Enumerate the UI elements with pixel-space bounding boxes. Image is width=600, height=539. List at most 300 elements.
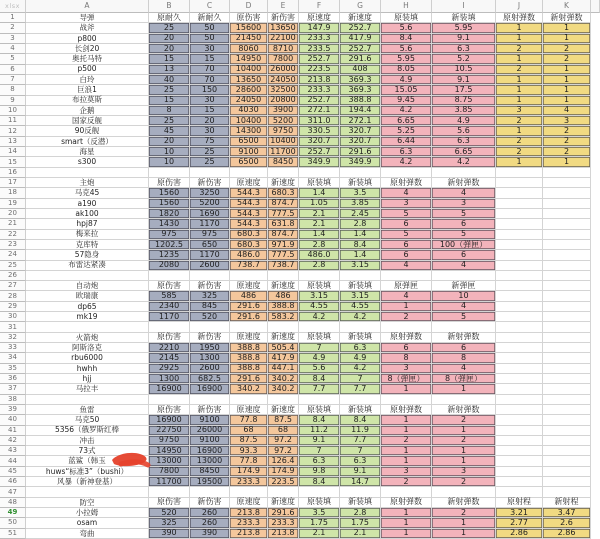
value-cell[interactable]: 7: [299, 446, 340, 456]
value-cell[interactable]: 19500: [190, 477, 230, 487]
value-cell[interactable]: 2: [543, 137, 591, 147]
value-cell[interactable]: 1: [543, 157, 591, 167]
value-cell[interactable]: 9750: [149, 436, 190, 446]
value-cell[interactable]: 174.9: [268, 467, 299, 477]
empty-cell[interactable]: [543, 343, 591, 353]
value-cell[interactable]: 15: [149, 96, 190, 106]
value-cell[interactable]: 6.3: [340, 456, 381, 466]
value-cell[interactable]: 213.8: [268, 529, 299, 539]
empty-cell[interactable]: [543, 364, 591, 374]
value-cell[interactable]: 388.8: [340, 96, 381, 106]
row-number[interactable]: 4: [0, 44, 26, 54]
value-cell[interactable]: 15: [190, 54, 230, 64]
value-cell[interactable]: 3: [496, 106, 543, 116]
section-title-cell[interactable]: 鱼雷: [26, 405, 149, 415]
empty-cell[interactable]: [299, 271, 340, 281]
value-cell[interactable]: 223.5: [268, 477, 299, 487]
value-cell[interactable]: 7.7: [340, 436, 381, 446]
value-cell[interactable]: 233.3: [268, 518, 299, 528]
empty-cell[interactable]: [543, 312, 591, 322]
value-cell[interactable]: 408: [340, 65, 381, 75]
value-cell[interactable]: 1: [432, 529, 496, 539]
value-cell[interactable]: 1: [381, 426, 432, 436]
row-number[interactable]: 12: [0, 126, 26, 136]
value-cell[interactable]: 585: [149, 291, 190, 301]
value-cell[interactable]: 1: [496, 85, 543, 95]
value-cell[interactable]: 2.86: [543, 529, 591, 539]
item-name-cell[interactable]: huws“标准3”（bushi）: [26, 467, 149, 477]
value-cell[interactable]: 4.2: [381, 106, 432, 116]
value-cell[interactable]: 1300: [190, 353, 230, 363]
value-cell[interactable]: 3.85: [432, 106, 496, 116]
empty-cell[interactable]: [496, 477, 543, 487]
value-cell[interactable]: 8: [381, 353, 432, 363]
empty-cell[interactable]: [432, 168, 496, 178]
empty-cell[interactable]: [496, 343, 543, 353]
empty-cell[interactable]: [496, 261, 543, 271]
empty-cell[interactable]: [26, 395, 149, 405]
value-cell[interactable]: 2.8: [299, 240, 340, 250]
value-cell[interactable]: 8（弹匣）: [381, 374, 432, 384]
empty-cell[interactable]: [543, 209, 591, 219]
column-header-cell[interactable]: 新伤害: [190, 281, 230, 291]
empty-cell[interactable]: [543, 178, 591, 188]
value-cell[interactable]: 1560: [149, 188, 190, 198]
value-cell[interactable]: 320.7: [340, 137, 381, 147]
empty-cell[interactable]: [496, 322, 543, 332]
item-name-cell[interactable]: 马拉丰: [26, 384, 149, 394]
empty-cell[interactable]: [496, 250, 543, 260]
row-number[interactable]: 47: [0, 487, 26, 497]
column-letter[interactable]: A: [26, 0, 149, 13]
value-cell[interactable]: 213.8: [299, 75, 340, 85]
item-name-cell[interactable]: 巨浪1: [26, 85, 149, 95]
value-cell[interactable]: 486.0: [230, 250, 268, 260]
value-cell[interactable]: 14950: [230, 54, 268, 64]
value-cell[interactable]: 25: [149, 85, 190, 95]
empty-cell[interactable]: [543, 436, 591, 446]
item-name-cell[interactable]: 欧瑞康: [26, 291, 149, 301]
value-cell[interactable]: 1170: [190, 219, 230, 229]
section-title-cell[interactable]: 主炮: [26, 178, 149, 188]
item-name-cell[interactable]: 小拉姆: [26, 508, 149, 518]
value-cell[interactable]: 1: [381, 446, 432, 456]
value-cell[interactable]: 8.4: [340, 240, 381, 250]
value-cell[interactable]: 5.6: [432, 126, 496, 136]
value-cell[interactable]: 68: [230, 426, 268, 436]
value-cell[interactable]: 1: [432, 426, 496, 436]
empty-cell[interactable]: [496, 281, 543, 291]
value-cell[interactable]: 738.7: [268, 261, 299, 271]
column-letter[interactable]: H: [381, 0, 432, 13]
value-cell[interactable]: 147.9: [299, 23, 340, 33]
value-cell[interactable]: 6: [381, 240, 432, 250]
empty-cell[interactable]: [230, 395, 268, 405]
value-cell[interactable]: 1: [543, 96, 591, 106]
value-cell[interactable]: 1560: [149, 199, 190, 209]
value-cell[interactable]: 4.9: [340, 353, 381, 363]
column-header-cell[interactable]: 原射弹数: [381, 178, 432, 188]
value-cell[interactable]: 77.8: [230, 415, 268, 425]
value-cell[interactable]: 233.3: [230, 518, 268, 528]
value-cell[interactable]: 544.3: [230, 209, 268, 219]
row-number[interactable]: 40: [0, 415, 26, 425]
value-cell[interactable]: 340.2: [230, 384, 268, 394]
row-number[interactable]: 21: [0, 219, 26, 229]
value-cell[interactable]: 2.77: [496, 518, 543, 528]
value-cell[interactable]: 252.7: [340, 44, 381, 54]
value-cell[interactable]: 6.3: [432, 44, 496, 54]
value-cell[interactable]: 4: [381, 188, 432, 198]
value-cell[interactable]: 213.8: [230, 529, 268, 539]
empty-cell[interactable]: [381, 168, 432, 178]
value-cell[interactable]: 680.3: [230, 230, 268, 240]
value-cell[interactable]: 20800: [268, 96, 299, 106]
value-cell[interactable]: 325: [149, 518, 190, 528]
empty-cell[interactable]: [26, 487, 149, 497]
column-letter[interactable]: F: [299, 0, 340, 13]
empty-cell[interactable]: [26, 322, 149, 332]
value-cell[interactable]: 1: [432, 518, 496, 528]
value-cell[interactable]: 7: [340, 374, 381, 384]
column-header-cell[interactable]: 原速度: [230, 498, 268, 508]
value-cell[interactable]: 2: [496, 147, 543, 157]
empty-cell[interactable]: [26, 271, 149, 281]
value-cell[interactable]: 320.7: [299, 137, 340, 147]
value-cell[interactable]: 3250: [190, 188, 230, 198]
value-cell[interactable]: 4: [381, 261, 432, 271]
column-header-cell[interactable]: 原射弹数: [496, 13, 543, 23]
row-number[interactable]: 30: [0, 312, 26, 322]
value-cell[interactable]: 30: [190, 44, 230, 54]
empty-cell[interactable]: [299, 395, 340, 405]
empty-cell[interactable]: [543, 281, 591, 291]
value-cell[interactable]: 16900: [149, 415, 190, 425]
value-cell[interactable]: 25: [149, 116, 190, 126]
row-number[interactable]: 14: [0, 147, 26, 157]
value-cell[interactable]: 50: [190, 34, 230, 44]
value-cell[interactable]: 8.75: [432, 96, 496, 106]
value-cell[interactable]: 1: [496, 75, 543, 85]
item-name-cell[interactable]: 马克50: [26, 415, 149, 425]
column-header-cell[interactable]: 新射弹数: [432, 498, 496, 508]
section-title-cell[interactable]: 导弹: [26, 13, 149, 23]
column-header-cell[interactable]: 新伤害: [190, 498, 230, 508]
value-cell[interactable]: 233.3: [299, 85, 340, 95]
empty-cell[interactable]: [149, 271, 190, 281]
value-cell[interactable]: 126.4: [268, 456, 299, 466]
value-cell[interactable]: 2340: [149, 302, 190, 312]
value-cell[interactable]: 6.3: [299, 456, 340, 466]
empty-cell[interactable]: [268, 168, 299, 178]
empty-cell[interactable]: [26, 168, 149, 178]
column-header-cell[interactable]: 新射弹数: [432, 178, 496, 188]
value-cell[interactable]: 252.7: [340, 23, 381, 33]
value-cell[interactable]: 8.05: [381, 65, 432, 75]
value-cell[interactable]: 1170: [190, 250, 230, 260]
value-cell[interactable]: 4: [432, 302, 496, 312]
value-cell[interactable]: 4: [432, 364, 496, 374]
empty-cell[interactable]: [496, 353, 543, 363]
value-cell[interactable]: 272.1: [340, 116, 381, 126]
value-cell[interactable]: 1: [496, 126, 543, 136]
value-cell[interactable]: 10400: [268, 137, 299, 147]
value-cell[interactable]: 4.2: [340, 364, 381, 374]
value-cell[interactable]: 1170: [149, 312, 190, 322]
value-cell[interactable]: 447.1: [268, 364, 299, 374]
value-cell[interactable]: 330.5: [299, 126, 340, 136]
value-cell[interactable]: 13000: [190, 456, 230, 466]
value-cell[interactable]: 30: [190, 126, 230, 136]
column-header-cell[interactable]: 原装填: [299, 498, 340, 508]
row-number[interactable]: 34: [0, 353, 26, 363]
value-cell[interactable]: 6: [381, 219, 432, 229]
item-name-cell[interactable]: 海星: [26, 147, 149, 157]
empty-cell[interactable]: [543, 415, 591, 425]
column-header-cell[interactable]: 原伤害: [149, 405, 190, 415]
value-cell[interactable]: 291.6: [230, 302, 268, 312]
empty-cell[interactable]: [496, 230, 543, 240]
empty-cell[interactable]: [432, 395, 496, 405]
value-cell[interactable]: 6.44: [381, 137, 432, 147]
value-cell[interactable]: 1: [381, 529, 432, 539]
empty-cell[interactable]: [190, 271, 230, 281]
value-cell[interactable]: 174.9: [230, 467, 268, 477]
empty-cell[interactable]: [496, 467, 543, 477]
empty-cell[interactable]: [496, 415, 543, 425]
value-cell[interactable]: 5: [381, 230, 432, 240]
value-cell[interactable]: 5.6: [299, 364, 340, 374]
value-cell[interactable]: 8: [432, 353, 496, 363]
value-cell[interactable]: 252.7: [299, 96, 340, 106]
item-name-cell[interactable]: 布拉莫斯: [26, 96, 149, 106]
item-name-cell[interactable]: 企鹅: [26, 106, 149, 116]
item-name-cell[interactable]: 战斧: [26, 23, 149, 33]
value-cell[interactable]: 631.8: [268, 219, 299, 229]
column-header-cell[interactable]: 原速度: [230, 178, 268, 188]
empty-cell[interactable]: [432, 271, 496, 281]
value-cell[interactable]: 3: [432, 199, 496, 209]
column-letter[interactable]: E: [268, 0, 299, 13]
value-cell[interactable]: 971.9: [268, 240, 299, 250]
empty-cell[interactable]: [190, 395, 230, 405]
row-number[interactable]: 19: [0, 199, 26, 209]
value-cell[interactable]: 15: [190, 106, 230, 116]
empty-cell[interactable]: [543, 250, 591, 260]
value-cell[interactable]: 8.4: [299, 374, 340, 384]
value-cell[interactable]: 1202.5: [149, 240, 190, 250]
value-cell[interactable]: 1.75: [299, 518, 340, 528]
value-cell[interactable]: 777.5: [268, 250, 299, 260]
column-header-cell[interactable]: 新射程: [543, 498, 591, 508]
item-name-cell[interactable]: smart（反潜）: [26, 137, 149, 147]
row-number[interactable]: 33: [0, 343, 26, 353]
row-number[interactable]: 45: [0, 467, 26, 477]
empty-cell[interactable]: [543, 395, 591, 405]
value-cell[interactable]: 7800: [149, 467, 190, 477]
item-name-cell[interactable]: 57隐身: [26, 250, 149, 260]
value-cell[interactable]: 1.75: [340, 518, 381, 528]
value-cell[interactable]: 1.4: [340, 230, 381, 240]
value-cell[interactable]: 77.8: [230, 456, 268, 466]
empty-cell[interactable]: [496, 168, 543, 178]
value-cell[interactable]: 6: [432, 343, 496, 353]
value-cell[interactable]: 1235: [149, 250, 190, 260]
empty-cell[interactable]: [496, 271, 543, 281]
value-cell[interactable]: 417.9: [268, 353, 299, 363]
value-cell[interactable]: 11.9: [340, 426, 381, 436]
empty-cell[interactable]: [543, 291, 591, 301]
value-cell[interactable]: 2.86: [496, 529, 543, 539]
value-cell[interactable]: 320.7: [340, 126, 381, 136]
value-cell[interactable]: 6.65: [381, 116, 432, 126]
row-number[interactable]: 44: [0, 456, 26, 466]
value-cell[interactable]: 233.3: [299, 34, 340, 44]
value-cell[interactable]: 2210: [149, 343, 190, 353]
value-cell[interactable]: 5.6: [381, 44, 432, 54]
value-cell[interactable]: 291.6: [340, 147, 381, 157]
empty-cell[interactable]: [496, 199, 543, 209]
value-cell[interactable]: 11700: [149, 477, 190, 487]
value-cell[interactable]: 388.8: [230, 364, 268, 374]
row-number[interactable]: 26: [0, 271, 26, 281]
row-number[interactable]: 43: [0, 446, 26, 456]
column-header-cell[interactable]: 新伤害: [190, 333, 230, 343]
row-number[interactable]: 28: [0, 291, 26, 301]
value-cell[interactable]: 4.55: [340, 302, 381, 312]
value-cell[interactable]: 2: [381, 436, 432, 446]
value-cell[interactable]: 6: [432, 219, 496, 229]
value-cell[interactable]: 6.65: [432, 147, 496, 157]
value-cell[interactable]: 3: [381, 364, 432, 374]
value-cell[interactable]: 15600: [230, 23, 268, 33]
value-cell[interactable]: 75: [190, 137, 230, 147]
value-cell[interactable]: 1: [381, 508, 432, 518]
empty-cell[interactable]: [543, 353, 591, 363]
value-cell[interactable]: 7: [340, 446, 381, 456]
column-header-cell[interactable]: 原射弹数: [381, 333, 432, 343]
value-cell[interactable]: 25: [149, 23, 190, 33]
row-number[interactable]: 36: [0, 374, 26, 384]
empty-cell[interactable]: [543, 477, 591, 487]
value-cell[interactable]: 213.8: [230, 508, 268, 518]
empty-cell[interactable]: [149, 168, 190, 178]
value-cell[interactable]: 3: [381, 199, 432, 209]
value-cell[interactable]: 486.0: [299, 250, 340, 260]
value-cell[interactable]: 1: [496, 23, 543, 33]
value-cell[interactable]: 2.1: [340, 529, 381, 539]
value-cell[interactable]: 272.1: [299, 106, 340, 116]
value-cell[interactable]: 2: [496, 116, 543, 126]
value-cell[interactable]: 544.3: [230, 219, 268, 229]
item-name-cell[interactable]: osam: [26, 518, 149, 528]
value-cell[interactable]: 1: [543, 65, 591, 75]
value-cell[interactable]: 2925: [149, 364, 190, 374]
value-cell[interactable]: 388.8: [230, 353, 268, 363]
column-header-cell[interactable]: 原伤害: [149, 281, 190, 291]
value-cell[interactable]: 680.3: [268, 188, 299, 198]
item-name-cell[interactable]: 蓝鲨（韩玉: [26, 456, 149, 466]
value-cell[interactable]: 6500: [230, 137, 268, 147]
value-cell[interactable]: 5.95: [381, 54, 432, 64]
value-cell[interactable]: 87.5: [268, 415, 299, 425]
value-cell[interactable]: 2: [381, 312, 432, 322]
value-cell[interactable]: 24050: [230, 96, 268, 106]
item-name-cell[interactable]: 布雷达紧凑: [26, 261, 149, 271]
column-header-cell[interactable]: 原伤害: [149, 333, 190, 343]
row-number[interactable]: 6: [0, 65, 26, 75]
row-number[interactable]: 42: [0, 436, 26, 446]
column-letter[interactable]: D: [230, 0, 268, 13]
column-header-cell[interactable]: 原速度: [230, 333, 268, 343]
value-cell[interactable]: 2.45: [340, 209, 381, 219]
value-cell[interactable]: 40: [149, 75, 190, 85]
value-cell[interactable]: 505.4: [268, 343, 299, 353]
value-cell[interactable]: 3: [432, 467, 496, 477]
value-cell[interactable]: 5: [432, 209, 496, 219]
value-cell[interactable]: 233.5: [299, 44, 340, 54]
value-cell[interactable]: 388.8: [268, 302, 299, 312]
value-cell[interactable]: 975: [149, 230, 190, 240]
value-cell[interactable]: 5: [381, 209, 432, 219]
row-number[interactable]: 11: [0, 116, 26, 126]
value-cell[interactable]: 5200: [268, 116, 299, 126]
value-cell[interactable]: 252.7: [299, 147, 340, 157]
value-cell[interactable]: 8.4: [299, 415, 340, 425]
value-cell[interactable]: 4.55: [299, 302, 340, 312]
value-cell[interactable]: 369.3: [340, 85, 381, 95]
column-header-cell[interactable]: 新速度: [340, 13, 381, 23]
value-cell[interactable]: 3.47: [543, 508, 591, 518]
value-cell[interactable]: 25: [190, 157, 230, 167]
row-number[interactable]: 48: [0, 498, 26, 508]
value-cell[interactable]: 1: [432, 456, 496, 466]
value-cell[interactable]: 486: [230, 291, 268, 301]
value-cell[interactable]: 93.3: [230, 446, 268, 456]
column-header-cell[interactable]: 原速度: [299, 13, 340, 23]
row-number[interactable]: 10: [0, 106, 26, 116]
value-cell[interactable]: 1: [381, 384, 432, 394]
row-number[interactable]: 3: [0, 34, 26, 44]
value-cell[interactable]: 349.9: [340, 157, 381, 167]
value-cell[interactable]: 369.3: [340, 75, 381, 85]
row-number[interactable]: 9: [0, 96, 26, 106]
empty-cell[interactable]: [543, 168, 591, 178]
column-header-cell[interactable]: 新射弹数: [543, 13, 591, 23]
empty-cell[interactable]: [496, 209, 543, 219]
column-header-cell[interactable]: 新速度: [268, 178, 299, 188]
row-number[interactable]: 35: [0, 364, 26, 374]
column-letter[interactable]: B: [149, 0, 190, 13]
value-cell[interactable]: 10400: [230, 65, 268, 75]
value-cell[interactable]: 4.9: [432, 116, 496, 126]
item-name-cell[interactable]: 73式: [26, 446, 149, 456]
value-cell[interactable]: 6.3: [340, 343, 381, 353]
value-cell[interactable]: 4.2: [299, 312, 340, 322]
value-cell[interactable]: 10400: [230, 116, 268, 126]
empty-cell[interactable]: [190, 168, 230, 178]
value-cell[interactable]: 2.1: [299, 219, 340, 229]
empty-cell[interactable]: [496, 291, 543, 301]
value-cell[interactable]: 8710: [268, 44, 299, 54]
value-cell[interactable]: 233.3: [230, 477, 268, 487]
value-cell[interactable]: 14300: [230, 126, 268, 136]
empty-cell[interactable]: [543, 456, 591, 466]
value-cell[interactable]: 9.1: [340, 467, 381, 477]
value-cell[interactable]: 17.5: [432, 85, 496, 95]
column-header-cell[interactable]: 原装填: [381, 13, 432, 23]
value-cell[interactable]: 2: [432, 508, 496, 518]
